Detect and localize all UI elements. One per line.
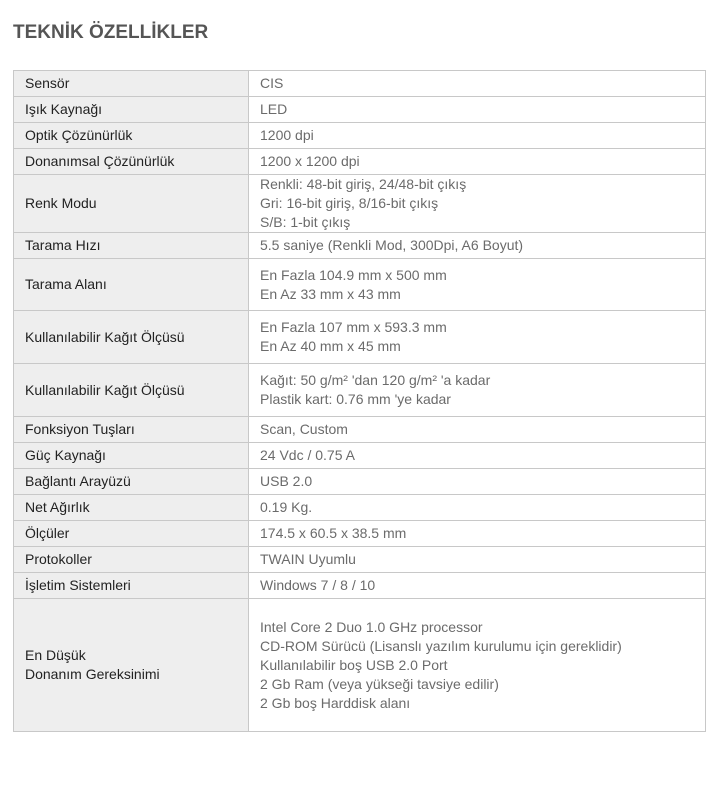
spec-row bbox=[14, 443, 706, 469]
spec-label-line: Ölçüler bbox=[25, 525, 70, 541]
spec-value bbox=[249, 71, 706, 97]
spec-label-line: Optik Çözünürlük bbox=[25, 127, 133, 143]
spec-value-line: LED bbox=[260, 101, 288, 117]
spec-value-line: Kağıt: 50 g/m² 'dan 120 g/m² 'a kadar bbox=[260, 372, 491, 388]
spec-value bbox=[249, 521, 706, 547]
spec-row bbox=[14, 149, 706, 175]
spec-label-line: Tarama Hızı bbox=[25, 237, 101, 253]
spec-label-line: Kullanılabilir Kağıt Ölçüsü bbox=[25, 381, 185, 398]
spec-label bbox=[14, 259, 249, 311]
spec-value bbox=[249, 599, 706, 732]
spec-label-line: Bağlantı Arayüzü bbox=[25, 473, 131, 489]
spec-value-line: Plastik kart: 0.76 mm 'ye kadar bbox=[260, 391, 451, 407]
spec-value-line: S/B: 1-bit çıkış bbox=[260, 214, 351, 230]
spec-value-line: TWAIN Uyumlu bbox=[260, 551, 356, 567]
spec-label bbox=[14, 123, 249, 149]
spec-row bbox=[14, 417, 706, 443]
spec-label bbox=[14, 311, 249, 364]
spec-label-line: Protokoller bbox=[25, 551, 92, 567]
spec-value bbox=[249, 123, 706, 149]
spec-label-line: Işık Kaynağı bbox=[25, 101, 103, 117]
spec-label bbox=[14, 495, 249, 521]
spec-label-line: En Düşük bbox=[25, 647, 86, 663]
spec-value bbox=[249, 443, 706, 469]
spec-label-line: Renk Modu bbox=[25, 195, 97, 211]
spec-value-line: CIS bbox=[260, 75, 284, 91]
spec-value bbox=[249, 469, 706, 495]
spec-value-line: 174.5 x 60.5 x 38.5 mm bbox=[260, 525, 407, 541]
spec-value-line: 2 Gb boş Harddisk alanı bbox=[260, 694, 411, 711]
spec-value bbox=[249, 97, 706, 123]
spec-row bbox=[14, 233, 706, 259]
spec-value-line: 1200 dpi bbox=[260, 127, 314, 143]
spec-label-line: Donanım Gereksinimi bbox=[25, 666, 160, 682]
spec-label-line: Fonksiyon Tuşları bbox=[25, 421, 135, 437]
spec-label bbox=[14, 233, 249, 259]
spec-value-line: CD-ROM Sürücü (Lisanslı yazılım kurulumu için gereklidir) bbox=[260, 637, 622, 654]
spec-label bbox=[14, 175, 249, 233]
spec-value-line: Windows 7 / 8 / 10 bbox=[260, 577, 376, 593]
spec-value-line: Gri: 16-bit giriş, 8/16-bit çıkış bbox=[260, 195, 439, 211]
spec-value bbox=[249, 233, 706, 259]
spec-value-line: Kullanılabilir boş USB 2.0 Port bbox=[260, 656, 448, 673]
spec-row bbox=[14, 97, 706, 123]
spec-row bbox=[14, 547, 706, 573]
spec-row bbox=[14, 259, 706, 311]
spec-value bbox=[249, 259, 706, 311]
spec-label bbox=[14, 71, 249, 97]
spec-value bbox=[249, 547, 706, 573]
spec-row bbox=[14, 469, 706, 495]
spec-row bbox=[14, 71, 706, 97]
spec-label-line: Tarama Alanı bbox=[25, 276, 107, 292]
page-title: TEKNİK ÖZELLİKLER bbox=[13, 22, 209, 43]
spec-value-line: Scan, Custom bbox=[260, 421, 348, 437]
spec-value bbox=[249, 573, 706, 599]
spec-label-line: Net Ağırlık bbox=[25, 499, 90, 515]
spec-label bbox=[14, 149, 249, 175]
specs-table-body bbox=[14, 71, 706, 732]
spec-value bbox=[249, 311, 706, 364]
spec-label bbox=[14, 469, 249, 495]
spec-value-line: 1200 x 1200 dpi bbox=[260, 153, 360, 169]
spec-row bbox=[14, 175, 706, 233]
spec-row bbox=[14, 521, 706, 547]
spec-value-line: En Fazla 104.9 mm x 500 mm bbox=[260, 266, 447, 283]
spec-value bbox=[249, 364, 706, 417]
specs-table bbox=[13, 70, 706, 732]
spec-value-line: Intel Core 2 Duo 1.0 GHz processor bbox=[260, 618, 483, 635]
spec-value-line: 2 Gb Ram (veya yükseği tavsiye edilir) bbox=[260, 675, 499, 692]
spec-label bbox=[14, 599, 249, 732]
spec-label bbox=[14, 417, 249, 443]
spec-row bbox=[14, 311, 706, 364]
spec-label-line: İşletim Sistemleri bbox=[25, 577, 131, 593]
spec-value-line: 24 Vdc / 0.75 A bbox=[260, 447, 355, 463]
spec-label-line: Güç Kaynağı bbox=[25, 447, 106, 463]
spec-row bbox=[14, 495, 706, 521]
spec-value bbox=[249, 175, 706, 233]
spec-value-line: En Az 33 mm x 43 mm bbox=[260, 285, 401, 302]
spec-label bbox=[14, 364, 249, 417]
spec-label bbox=[14, 443, 249, 469]
spec-label-line: Donanımsal Çözünürlük bbox=[25, 153, 175, 169]
spec-value-line: En Fazla 107 mm x 593.3 mm bbox=[260, 319, 447, 335]
spec-value bbox=[249, 149, 706, 175]
spec-label bbox=[14, 573, 249, 599]
spec-value bbox=[249, 495, 706, 521]
spec-value bbox=[249, 417, 706, 443]
spec-label-line: Sensör bbox=[25, 75, 70, 91]
spec-value-line: 0.19 Kg. bbox=[260, 499, 313, 515]
spec-label bbox=[14, 547, 249, 573]
spec-value-line: En Az 40 mm x 45 mm bbox=[260, 338, 401, 354]
spec-row bbox=[14, 364, 706, 417]
spec-value-line: USB 2.0 bbox=[260, 473, 313, 489]
spec-row bbox=[14, 123, 706, 149]
spec-value-line: 5.5 saniye (Renkli Mod, 300Dpi, A6 Boyut) bbox=[260, 237, 524, 253]
spec-row bbox=[14, 599, 706, 732]
spec-value-line: Renkli: 48-bit giriş, 24/48-bit çıkış bbox=[260, 176, 467, 192]
spec-label bbox=[14, 521, 249, 547]
spec-label bbox=[14, 97, 249, 123]
spec-label-line: Kullanılabilir Kağıt Ölçüsü bbox=[25, 328, 185, 345]
spec-row bbox=[14, 573, 706, 599]
